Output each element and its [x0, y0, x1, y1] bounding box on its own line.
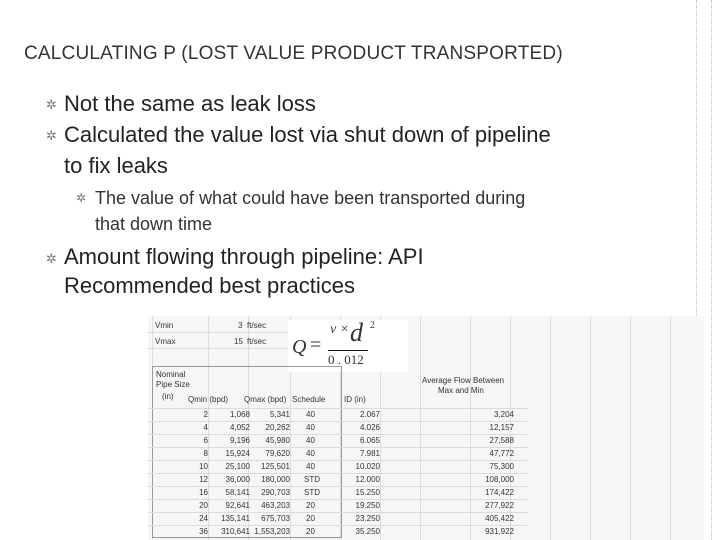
- cell-qmax: 1,553,203: [254, 527, 290, 536]
- cell-avg: 3,204: [493, 410, 514, 419]
- cell-avg: 405,422: [485, 514, 514, 523]
- cell-avg: 75,300: [489, 462, 514, 471]
- gear-bullet-icon: ✲: [46, 128, 57, 143]
- header-id: ID (in): [344, 395, 366, 404]
- header-qmax: Qmax (bpd): [244, 395, 287, 404]
- cell-avg: 27,588: [489, 436, 514, 445]
- cell-qmax: 79,620: [265, 449, 290, 458]
- sub-bullet-line2: that down time: [95, 214, 213, 234]
- header-pipe-size-1: Nominal: [156, 370, 186, 379]
- bullet-3-line2: Recommended best practices: [64, 273, 356, 298]
- cell-qmax: 675,703: [261, 514, 290, 523]
- spreadsheet-image: [148, 316, 704, 540]
- gear-bullet-icon: ✲: [76, 191, 87, 205]
- cell-avg: 108,000: [485, 475, 514, 484]
- cell-avg: 277,922: [485, 501, 514, 510]
- cell-qmin: 25,100: [225, 462, 250, 471]
- formula-equals: =: [310, 334, 322, 356]
- cell-qmax: 5,341: [269, 410, 290, 419]
- vmax-unit: ft/sec: [247, 337, 267, 346]
- cell-avg: 174,422: [485, 488, 514, 497]
- formula-d: d: [350, 318, 363, 347]
- vmax-value: 15: [234, 337, 243, 346]
- cell-id: 19.250: [355, 501, 380, 510]
- cell-qmax: 290,703: [261, 488, 290, 497]
- cell-qmin: 15,924: [225, 449, 250, 458]
- sub-bullet-line1: The value of what could have been transported during: [95, 188, 526, 208]
- cell-id: 12.000: [355, 475, 380, 484]
- cell-size: 10: [199, 462, 208, 471]
- cell-qmin: 1,068: [229, 410, 250, 419]
- vmin-label: Vmin: [155, 321, 174, 330]
- cell-schedule: STD: [304, 488, 320, 497]
- cell-qmin: 9,196: [229, 436, 250, 445]
- formula-exponent: 2: [370, 320, 375, 331]
- header-pipe-size-3: (in): [162, 392, 174, 401]
- cell-size: 16: [199, 488, 208, 497]
- vmin-value: 3: [238, 321, 243, 330]
- cell-id: 7.981: [359, 449, 380, 458]
- cell-id: 10.020: [355, 462, 380, 471]
- cell-qmin: 4,052: [229, 423, 250, 432]
- formula-fraction-bar: [328, 350, 368, 351]
- cell-size: 2: [203, 410, 208, 419]
- cell-id: 2.067: [359, 410, 380, 419]
- header-pipe-size-2: Pipe Size: [156, 380, 190, 389]
- cell-qmax: 20,262: [265, 423, 290, 432]
- cell-schedule: 40: [306, 449, 315, 458]
- cell-size: 24: [199, 514, 208, 523]
- cell-avg: 47,772: [489, 449, 514, 458]
- cell-qmax: 125,501: [261, 462, 290, 471]
- cell-schedule: 20: [306, 514, 315, 523]
- gear-bullet-icon: ✲: [46, 251, 57, 266]
- cell-size: 8: [203, 449, 208, 458]
- cell-id: 15.250: [355, 488, 380, 497]
- formula-v: v ×: [330, 322, 350, 337]
- cell-size: 36: [199, 527, 208, 536]
- cell-size: 12: [199, 475, 208, 484]
- cell-qmin: 58,141: [225, 488, 250, 497]
- cell-id: 35.250: [355, 527, 380, 536]
- cell-avg: 12,157: [489, 423, 514, 432]
- bullet-2-line2: to fix leaks: [64, 153, 168, 178]
- header-qmin: Qmin (bpd): [188, 395, 229, 404]
- cell-size: 20: [199, 501, 208, 510]
- bullet-2-line1: Calculated the value lost via shut down of pipeline: [64, 122, 551, 147]
- gear-bullet-icon: ✲: [46, 97, 57, 112]
- cell-qmin: 135,141: [221, 514, 250, 523]
- slide-title: CALCULATING P (LOST VALUE PRODUCT TRANSPORTED): [24, 43, 563, 64]
- cell-qmin: 310,641: [221, 527, 250, 536]
- header-schedule: Schedule: [292, 395, 326, 404]
- vmin-unit: ft/sec: [247, 321, 267, 330]
- cell-schedule: 40: [306, 436, 315, 445]
- cell-schedule: 40: [306, 410, 315, 419]
- cell-size: 4: [203, 423, 208, 432]
- flow-formula: [288, 320, 408, 372]
- cell-qmax: 463,203: [261, 501, 290, 510]
- cell-schedule: 40: [306, 462, 315, 471]
- cell-qmin: 36,000: [225, 475, 250, 484]
- cell-id: 4.026: [359, 423, 380, 432]
- header-avg-2: Max and Min: [438, 386, 484, 395]
- formula-q: Q: [292, 336, 307, 358]
- cell-schedule: 40: [306, 423, 315, 432]
- cell-qmin: 92,641: [225, 501, 250, 510]
- cell-size: 6: [203, 436, 208, 445]
- cell-id: 23.250: [355, 514, 380, 523]
- cell-schedule: STD: [304, 475, 320, 484]
- header-avg-1: Average Flow Between: [422, 376, 505, 385]
- cell-schedule: 20: [306, 501, 315, 510]
- vmax-label: Vmax: [155, 337, 176, 346]
- cell-schedule: 20: [306, 527, 315, 536]
- cell-qmax: 45,980: [265, 436, 290, 445]
- cell-id: 6.065: [359, 436, 380, 445]
- bullet-1: Not the same as leak loss: [64, 91, 316, 116]
- bullet-3-line1: Amount flowing through pipeline: API: [64, 244, 424, 269]
- formula-denominator: 0 . 012: [328, 352, 364, 367]
- cell-avg: 931,922: [485, 527, 514, 536]
- cell-qmax: 180,000: [261, 475, 290, 484]
